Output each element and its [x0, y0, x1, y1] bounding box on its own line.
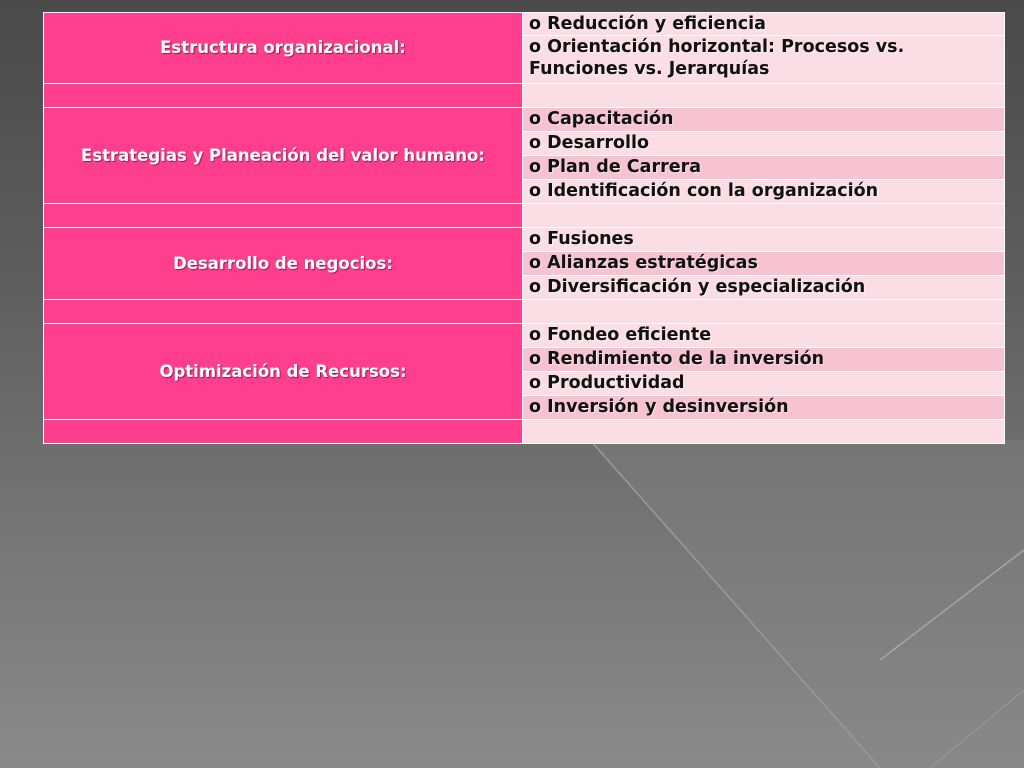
table-row — [44, 13, 1005, 36]
spacer-cell — [44, 84, 523, 108]
table-row — [44, 228, 1005, 252]
spacer-row — [44, 420, 1005, 444]
spacer-cell — [44, 204, 523, 228]
spacer-row — [44, 300, 1005, 324]
spacer-cell — [44, 420, 523, 444]
spacer-row — [44, 204, 1005, 228]
spacer-cell — [523, 84, 1005, 108]
list-item: o Capacitación — [523, 108, 1005, 132]
spacer-cell — [44, 300, 523, 324]
table-row — [44, 108, 1005, 132]
list-item: o Identificación con la organización — [523, 180, 1005, 204]
table-row — [44, 324, 1005, 348]
category-cell: Desarrollo de negocios: — [44, 228, 523, 300]
list-item: o Orientación horizontal: Procesos vs. Funciones vs. Jerarquías — [523, 36, 1005, 84]
category-cell: Optimización de Recursos: — [44, 324, 523, 420]
spacer-cell — [523, 420, 1005, 444]
list-item: o Productividad — [523, 372, 1005, 396]
spacer-cell — [523, 300, 1005, 324]
list-item: o Diversificación y especialización — [523, 276, 1005, 300]
list-item: o Inversión y desinversión — [523, 396, 1005, 420]
spacer-row — [44, 84, 1005, 108]
list-item: o Rendimiento de la inversión — [523, 348, 1005, 372]
list-item: o Alianzas estratégicas — [523, 252, 1005, 276]
spacer-cell — [523, 204, 1005, 228]
strategy-table — [43, 12, 1005, 444]
list-item: o Reducción y eficiencia — [523, 13, 1005, 36]
list-item: o Plan de Carrera — [523, 156, 1005, 180]
list-item: o Fusiones — [523, 228, 1005, 252]
list-item: o Desarrollo — [523, 132, 1005, 156]
category-cell: Estrategias y Planeación del valor humano: — [44, 108, 523, 204]
list-item: o Fondeo eficiente — [523, 324, 1005, 348]
category-cell: Estructura organizacional: — [44, 13, 523, 84]
